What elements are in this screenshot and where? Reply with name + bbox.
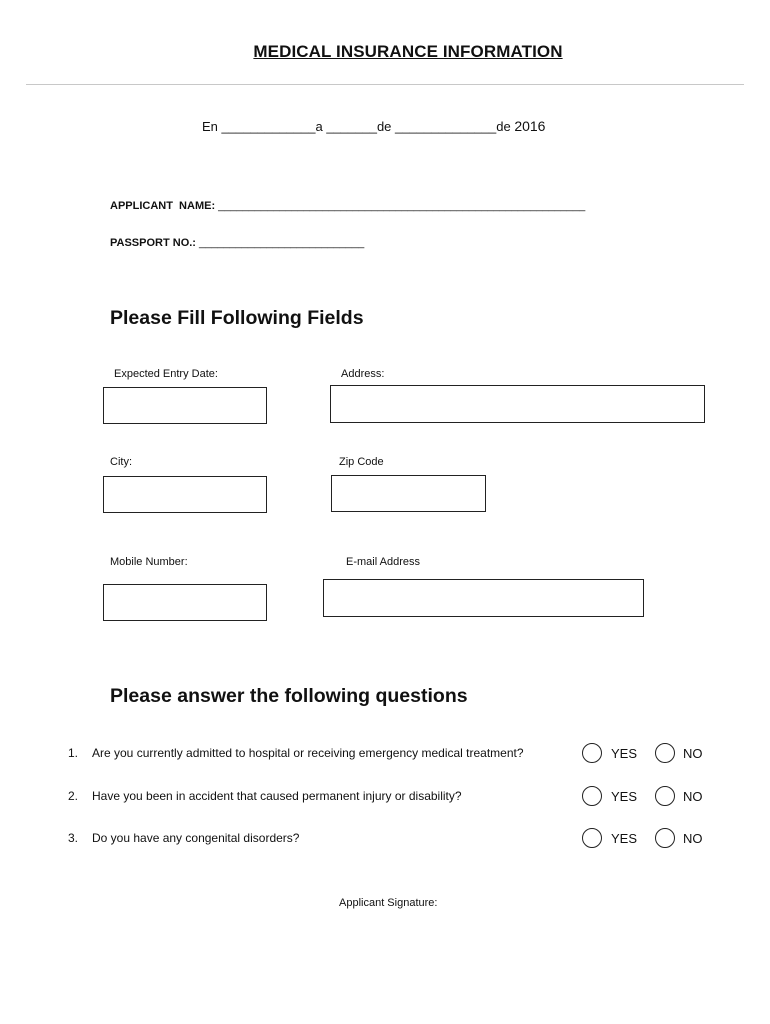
passport-no-line <box>110 237 364 249</box>
date-line-year: 2016 <box>514 118 546 134</box>
city-field[interactable] <box>103 476 267 513</box>
address-field[interactable] <box>330 385 705 423</box>
date-line <box>202 118 545 134</box>
applicant-signature-label: Applicant Signature: <box>339 897 438 909</box>
q3-no-radio[interactable] <box>655 828 675 848</box>
q1-yes-radio[interactable] <box>582 743 602 763</box>
address-label: Address: <box>341 368 385 380</box>
q2-yes-label: YES <box>611 789 638 804</box>
question-text: Have you been in accident that caused permanent injury or disability? <box>92 789 462 803</box>
q2-yes-radio[interactable] <box>582 786 602 806</box>
zip-code-field[interactable] <box>331 475 486 512</box>
q3-yes-radio[interactable] <box>582 828 602 848</box>
question-number: 1. <box>68 746 79 760</box>
q3-no-label: NO <box>683 831 703 846</box>
passport-no-label: PASSPORT NO.: <box>110 237 196 249</box>
question-number: 2. <box>68 789 79 803</box>
city-label: City: <box>110 456 132 468</box>
applicant-name-line <box>110 200 585 212</box>
mobile-number-label: Mobile Number: <box>110 556 188 568</box>
expected-entry-date-label: Expected Entry Date: <box>114 368 218 380</box>
question-number: 3. <box>68 831 79 845</box>
applicant-name-blank[interactable]: ____________________________________________________________ <box>215 200 586 212</box>
q2-no-label: NO <box>683 789 703 804</box>
questions-section-heading: Please answer the following questions <box>110 685 468 707</box>
header-divider <box>26 84 744 85</box>
date-line-text: En _____________a _______de ______________de <box>202 119 515 134</box>
email-address-label: E-mail Address <box>346 556 420 568</box>
q1-no-label: NO <box>683 746 703 761</box>
q3-yes-label: YES <box>611 831 638 846</box>
document-title: MEDICAL INSURANCE INFORMATION <box>253 42 563 61</box>
q2-no-radio[interactable] <box>655 786 675 806</box>
mobile-number-field[interactable] <box>103 584 267 621</box>
q1-yes-label: YES <box>611 746 638 761</box>
email-address-field[interactable] <box>323 579 644 617</box>
applicant-name-label: APPLICANT NAME: <box>110 200 216 212</box>
question-text: Do you have any congenital disorders? <box>92 831 300 845</box>
question-text: Are you currently admitted to hospital or receiving emergency medical treatment? <box>92 746 524 760</box>
passport-no-blank[interactable]: ___________________________ <box>195 237 365 249</box>
fields-section-heading: Please Fill Following Fields <box>110 307 364 329</box>
q1-no-radio[interactable] <box>655 743 675 763</box>
expected-entry-date-field[interactable] <box>103 387 267 424</box>
zip-code-label: Zip Code <box>339 456 384 468</box>
